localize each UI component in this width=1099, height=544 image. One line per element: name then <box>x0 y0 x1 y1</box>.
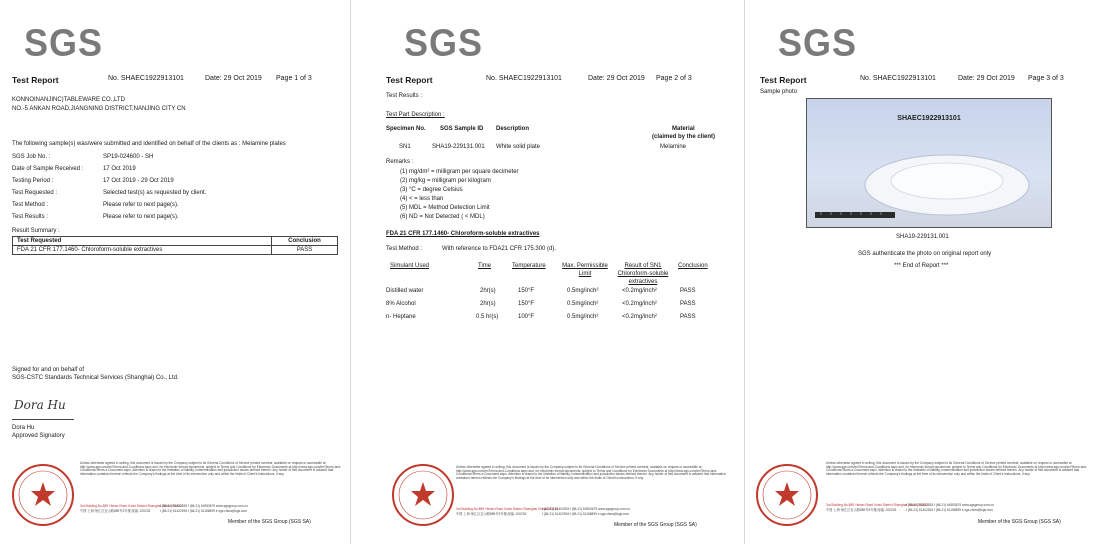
sample-photo-label: Sample photo <box>760 89 798 95</box>
end-of-report: *** End of Report *** <box>894 263 949 269</box>
field-label: Test Method : <box>12 202 49 208</box>
result-limit: 0.5mg/inch² <box>567 301 599 307</box>
signature: Dora Hu <box>14 398 66 412</box>
remark-item: (5) MDL = Method Detection Limit <box>400 205 490 211</box>
result-simulant: n- Heptane <box>386 314 416 320</box>
spec-header-specimen: Specimen No. <box>386 126 426 132</box>
result-value: <0.2mg/inch² <box>622 314 657 320</box>
result-simulant: Distilled water <box>386 288 424 294</box>
spec-header-description: Description <box>496 126 530 132</box>
report-page-3 <box>746 0 1099 544</box>
member-text: Member of the SGS Group (SGS SA) <box>228 519 311 525</box>
result-value: <0.2mg/inch² <box>622 288 657 294</box>
report-date: Date: 29 Oct 2019 <box>205 75 262 82</box>
footer-disclaimer: Unless otherwise agreed in writing, this document is issued by the Company subject to its General Conditions of Service printed overleaf, available on request or accessible at http://www.sgs.com/en/Terms-and-Conditions.aspx and, for electronic format documents, subject to Terms and Conditions for Electronic Documents at http://www.sgs.com/en/Terms-and-Conditions/Terms-e-Document.aspx. Attention is drawn to the limitation of liability, indemnification and jurisdiction issues defined therein. Any holder of this document is advised that information contained hereon reflects the Company's findings at the time of its intervention only and within the limits of Client's instructions, if any. <box>456 465 726 480</box>
page-number: Page 2 of 3 <box>656 75 692 82</box>
spec-description: White solid plate <box>496 144 541 150</box>
photo-sample-label: SHAEC1922913101 <box>897 115 961 122</box>
member-text: Member of the SGS Group (SGS SA) <box>614 522 697 528</box>
test-method-value: With reference to FDA21 CFR 175.300 (d). <box>442 246 557 252</box>
footer-email: t (86-21) 61402594 f (86-21) 61156899 e sgs.china@sgs.com <box>160 509 247 513</box>
signed-for: Signed for and on behalf of <box>12 367 85 373</box>
field-label: SGS Job No. : <box>12 154 51 160</box>
result-value: <0.2mg/inch² <box>622 301 657 307</box>
remark-item: (1) mg/dm² = milligram per square decimeter <box>400 169 519 175</box>
result-limit: 0.5mg/inch² <box>567 288 599 294</box>
field-value: SP19-024600 - SH <box>103 154 154 160</box>
field-value: 17 Oct 2019 <box>103 166 136 172</box>
summary-header-test: Test Requested <box>13 237 272 246</box>
report-page-1 <box>0 0 351 544</box>
result-time: 0.5 hr(s) <box>476 314 499 320</box>
report-date: Date: 29 Oct 2019 <box>588 75 645 82</box>
report-number: No. SHAEC1922913101 <box>486 75 562 82</box>
company-seal <box>10 462 76 528</box>
client-name: KONNOINANJINC)TABLEWARE CO.,LTD <box>12 97 125 103</box>
remark-item: (3) °C = degree Celsius <box>400 187 463 193</box>
part-description-label: Test Part Description : <box>386 112 445 118</box>
summary-cell-test: FDA 21 CFR 177.1460- Chloroform-soluble extractives <box>13 246 272 255</box>
footer-email: t (86-21) 61402594 f (86-21) 61156899 e sgs.china@sgs.com <box>906 508 993 512</box>
result-temperature: 150°F <box>518 301 535 307</box>
report-page-2 <box>352 0 745 544</box>
col-time: Time <box>478 263 492 269</box>
report-title: Test Report <box>12 75 59 85</box>
signed-company: SGS-CSTC Standards Technical Services (Shanghai) Co., Ltd. <box>12 375 179 381</box>
remarks-label: Remarks : <box>386 159 414 165</box>
footer-address-cn: 中国·上海·徐汇区宜山路889号3号楼 邮编: 200233 <box>456 512 527 516</box>
report-title: Test Report <box>386 75 433 85</box>
col-result: Result of SN1 Chloroform-soluble extractives <box>617 263 669 285</box>
footer-address-en: 3rd Building,No.889 Yishan Road Xuhui District Shanghai China 200233 <box>826 503 928 507</box>
report-date: Date: 29 Oct 2019 <box>958 75 1015 82</box>
footer-phone: t (86-21) 61402553 f (86-21) 64953679 www.sgsgroup.com.cn <box>160 504 248 508</box>
plate-image <box>807 99 1051 227</box>
result-time: 2hr(s) <box>480 301 496 307</box>
result-conclusion: PASS <box>680 288 696 294</box>
footer-address-cn: 中国·上海·徐汇区宜山路889号3号楼 邮编: 200233 <box>826 508 897 512</box>
section-title: FDA 21 CFR 177.1460- Chloroform-soluble extractives <box>386 231 540 237</box>
footer-phone: t (86-21) 61402553 f (86-21) 64953679 www.sgsgroup.com.cn <box>542 507 630 511</box>
result-temperature: 100°F <box>518 314 535 320</box>
signatory-name: Dora Hu <box>12 425 35 431</box>
result-conclusion: PASS <box>680 301 696 307</box>
test-method-label: Test Method : <box>386 246 423 252</box>
spec-header-sample-id: SGS Sample ID <box>440 126 484 132</box>
result-simulant: 8% Alcohol <box>386 301 416 307</box>
footer-address-en: 3rd Building,No.889 Yishan Road Xuhui District Shanghai China 200233 <box>456 507 558 511</box>
footer-address-cn: 中国·上海·徐汇区宜山路889号3号楼 邮编: 200233 <box>80 509 151 513</box>
footer-email: t (86-21) 61402594 f (86-21) 61156899 e sgs.china@sgs.com <box>542 512 629 516</box>
report-title: Test Report <box>760 75 807 85</box>
sgs-logo: SGS <box>404 20 484 64</box>
company-seal <box>754 462 820 528</box>
company-seal <box>390 462 456 528</box>
field-label: Testing Period : <box>12 178 54 184</box>
report-number: No. SHAEC1922913101 <box>108 75 184 82</box>
spec-material: Melamine <box>660 144 687 150</box>
footer-phone: t (86-21) 61402553 f (86-21) 64953679 www.sgsgroup.com.cn <box>906 503 994 507</box>
field-value: Selected test(s) as requested by client. <box>103 190 207 196</box>
result-conclusion: PASS <box>680 314 696 320</box>
field-value: Please refer to next page(s). <box>103 202 179 208</box>
spec-sample-id: SHA19-229131.001 <box>432 144 485 150</box>
sgs-logo: SGS <box>778 20 858 64</box>
footer-disclaimer: Unless otherwise agreed in writing, this document is issued by the Company subject to its General Conditions of Service printed overleaf, available on request or accessible at http://www.sgs.com/en/Terms-and-Conditions.aspx and, for electronic format documents, subject to Terms and Conditions for Electronic Documents at http://www.sgs.com/en/Terms-and-Conditions/Terms-e-Document.aspx. Attention is drawn to the limitation of liability, indemnification and jurisdiction issues defined therein. Any holder of this document is advised that information contained hereon reflects the Company's findings at the time of its intervention only and within the limits of Client's instructions, if any. <box>80 461 342 476</box>
field-value: Please refer to next page(s). <box>103 214 179 220</box>
result-temperature: 150°F <box>518 288 535 294</box>
remark-item: (4) < = less than <box>400 196 444 202</box>
field-label: Test Requested : <box>12 190 58 196</box>
sample-photo <box>806 98 1052 228</box>
remark-item: (2) mg/kg = milligram per kilogram <box>400 178 491 184</box>
remark-item: (6) ND = Not Detected ( < MDL) <box>400 214 485 220</box>
member-text: Member of the SGS Group (SGS SA) <box>978 519 1061 525</box>
intro-text: The following sample(s) was/were submitted and identified on behalf of the clients as : Melamine plates <box>12 141 286 147</box>
spec-header-material: Material <box>672 126 695 132</box>
summary-label: Result Summary : <box>12 228 60 234</box>
authenticate-note: SGS authenticate the photo on original report only <box>858 251 992 257</box>
footer-address-en: 3rd Building,No.889 Yishan Road Xuhui District Shanghai China 200233 <box>80 504 182 508</box>
page-number: Page 1 of 3 <box>276 75 312 82</box>
col-temperature: Temperature <box>512 263 546 269</box>
result-time: 2hr(s) <box>480 288 496 294</box>
field-value: 17 Oct 2019 - 29 Oct 2019 <box>103 178 174 184</box>
field-label: Test Results : <box>12 214 49 220</box>
signatory-title: Approved Signatory <box>12 433 65 439</box>
sgs-logo: SGS <box>24 20 104 64</box>
summary-table <box>12 236 338 255</box>
result-limit: 0.5mg/inch² <box>567 314 599 320</box>
col-limit: Max. Permissible Limit <box>562 263 608 277</box>
col-conclusion: Conclusion <box>678 263 708 269</box>
footer-disclaimer: Unless otherwise agreed in writing, this document is issued by the Company subject to its General Conditions of Service printed overleaf, available on request or accessible at http://www.sgs.com/en/Terms-and-Conditions.aspx and, for electronic format documents, subject to Terms and Conditions for Electronic Documents at http://www.sgs.com/en/Terms-and-Conditions/Terms-e-Document.aspx. Attention is drawn to the limitation of liability, indemnification and jurisdiction issues defined therein. Any holder of this document is advised that information contained hereon reflects the Company's findings at the time of its intervention only and within the limits of Client's instructions, if any. <box>826 461 1088 476</box>
signature-line <box>12 419 74 420</box>
report-number: No. SHAEC1922913101 <box>860 75 936 82</box>
client-address: NO.-5 ANKAN ROAD,JIANGNING DISTRICT,NANJING CITY CN <box>12 106 186 112</box>
spec-header-material-note: (claimed by the client) <box>652 134 716 140</box>
col-simulant: Simulant Used <box>390 263 430 269</box>
test-results-label: Test Results : <box>386 93 423 99</box>
page-number: Page 3 of 3 <box>1028 75 1064 82</box>
field-label: Date of Sample Received : <box>12 166 84 172</box>
spec-specimen: SN1 <box>399 144 411 150</box>
summary-header-conclusion: Conclusion <box>272 237 338 246</box>
summary-cell-conclusion: PASS <box>272 246 338 255</box>
photo-caption: SHA19-229131.001 <box>896 234 949 240</box>
